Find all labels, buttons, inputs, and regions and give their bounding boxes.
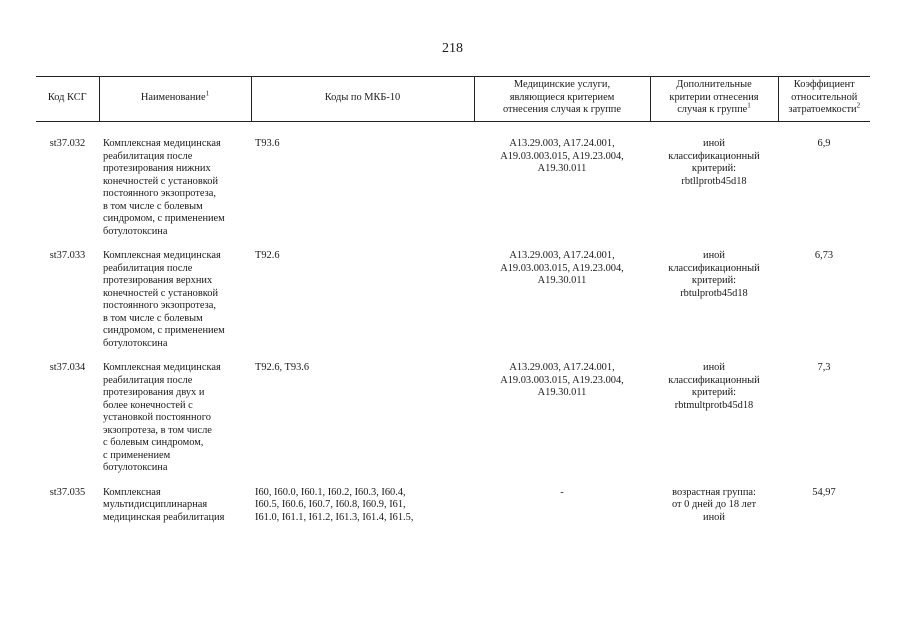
- page-number: 218: [442, 41, 463, 56]
- icd-codes: T92.6, T93.6: [255, 362, 310, 373]
- table-row: [36, 122, 870, 251]
- additional-criteria: иной классификационный критерий: rbtllprotb45d18: [668, 138, 760, 187]
- medical-services: A13.29.003, A17.24.001, A19.03.003.015, A19.23.004, A19.30.011: [500, 362, 624, 398]
- ksg-table: [36, 76, 870, 536]
- ksg-code: st37.032: [49, 138, 86, 149]
- cost-coefficient: 6,73: [814, 250, 834, 261]
- cost-coefficient: 6,9: [817, 138, 831, 149]
- icd-codes: T92.6: [255, 250, 280, 261]
- cost-coefficient: 54,97: [812, 486, 836, 498]
- additional-criteria: иной классификационный критерий: rbtulprotb45d18: [668, 250, 760, 299]
- table-row: [36, 250, 870, 362]
- ksg-code: st37.033: [49, 250, 86, 261]
- header-icd-codes: Коды по МКБ-10: [251, 77, 474, 122]
- footnote-marker: 2: [856, 101, 861, 110]
- additional-criteria: возрастная группа: от 0 дней до 18 лет иной: [671, 486, 756, 523]
- icd-codes: I60, I60.0, I60.1, I60.2, I60.3, I60.4, I60.5, I60.6, I60.7, I60.8, I60.9, I61, I61.0, I61.1, I61.2, I61.3, I61.4, I61.5,: [255, 486, 414, 523]
- ksg-name: Комплексная медицинская реабилитация после протезирования верхних конечностей с установкой постоянного экзопротеза, в том числе с болевым синдромом, с применением ботулотоксина: [103, 250, 225, 349]
- header-medical-services: Медицинские услуги, являющиеся критерием отнесения случая к группе: [474, 77, 650, 122]
- medical-services: -: [560, 486, 564, 498]
- additional-criteria: иной классификационный критерий: rbtmultprotb45d18: [668, 362, 760, 411]
- ksg-code: st37.034: [49, 362, 86, 373]
- footnote-marker: 1: [747, 101, 751, 110]
- header-code: Код КСГ: [36, 77, 99, 122]
- medical-services: A13.29.003, A17.24.001, A19.03.003.015, A19.23.004, A19.30.011: [500, 138, 624, 174]
- table-header-row: [36, 77, 870, 122]
- cost-coefficient: 7,3: [817, 362, 831, 373]
- table-row: [36, 362, 870, 487]
- table-row: [36, 487, 870, 537]
- footnote-marker: 1: [205, 89, 210, 98]
- ksg-name: Комплексная медицинская реабилитация после протезирования двух и более конечностей с установкой постоянного экзопротеза, в том числе с болевым синдромом, с применением ботулотоксина: [103, 362, 221, 473]
- medical-services: A13.29.003, A17.24.001, A19.03.003.015, A19.23.004, A19.30.011: [500, 250, 624, 286]
- icd-codes: T93.6: [255, 138, 280, 149]
- header-name: Наименование$^1$: [99, 77, 251, 122]
- header-cost-coefficient: Коэффициент относительной затратоемкости$^2$: [778, 77, 870, 122]
- ksg-code: st37.035: [49, 486, 86, 498]
- header-additional-criteria: Дополнительные критерии отнесения случая к группе$^1$: [650, 77, 778, 122]
- ksg-name: Комплексная мультидисциплинарная медицинская реабилитация: [103, 486, 225, 523]
- ksg-name: Комплексная медицинская реабилитация после протезирования нижних конечностей с установкой постоянного экзопротеза, в том числе с болевым синдромом, с применением ботулотоксина: [103, 138, 225, 237]
